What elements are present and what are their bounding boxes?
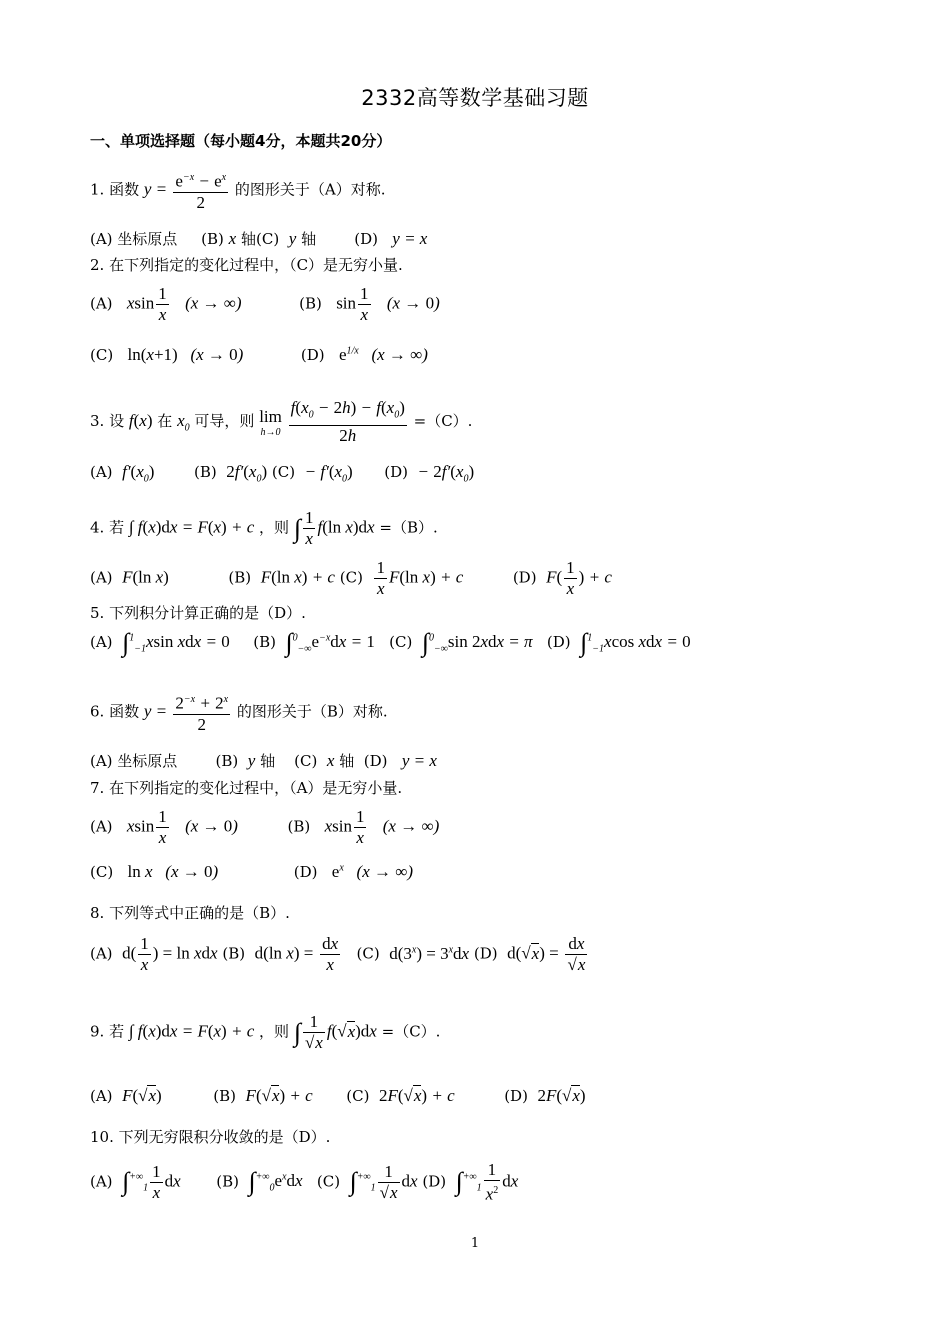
question-3-options: (A) $f'(x_0)$ (B) $2f'(x_0) (C) - f'(x_0) (D) - 2f'(x_0)$ [90, 462, 475, 485]
question-2: 2. 在下列指定的变化过程中，（C）是无穷小量. [90, 256, 403, 274]
question-5: 5. 下列积分计算正确的是（D）. [90, 604, 306, 622]
question-6: 6. 函数 y = $\frac{2^{-x} + 2^x}{2}$ 的图形关于（B）对称. [90, 690, 388, 735]
question-1-options: (A) 坐标原点 (B) x 轴(C) y 轴 (D) y = x [90, 229, 428, 248]
page-title: 2332高等数学基础习题 [361, 86, 589, 110]
question-3: 3. 设 f(x) 在 $x_0$ 可导，则 lim h→0 $\frac{f(x_0 - 2h) - f(x_0)}{2h}$ =（C）. [90, 398, 473, 446]
question-2-options-ab: (A) xsin $\frac{1}{x}$ (x → ∞) (B) sin $\frac{1}{x}$ (x → 0) [90, 284, 440, 324]
question-7-options-ab: (A) xsin $\frac{1}{x}$ (x → 0) (B) xsin $\frac{1}{x}$ (x → ∞) [90, 807, 440, 847]
question-1: 1. 函数 y = $\frac{e^{-x} - e^x}{2}$ 的图形关于（A）对称. [90, 168, 386, 213]
question-5-options: (A) ∫$^1_{-1}$xsin xdx = 0 (B) $\int^0_{-\infty}e^{-x}dx = 1$ (C) ∫$^0_{-\infty}$sin 2xdx = π (D) ∫$^1_{-1}$xcos xdx = 0 [90, 628, 691, 658]
question-6-options: (A) 坐标原点 (B) y 轴 (C) x 轴 (D) y = x [90, 751, 437, 770]
question-7-options-cd: (C) ln x (x → 0) (D) $e^x$ (x → ∞) [90, 862, 414, 881]
page-number: 1 [470, 1236, 480, 1251]
question-9: 9. 若 ∫ f(x)dx = F(x) + c ，则 ∫ $\frac{1}{√x}$ f(√x)dx =（C）. [90, 1012, 441, 1052]
question-9-options: (A) F(√x) (B) F(√x) + c (C) 2F(√x) + c (D) 2F(√x) [90, 1086, 586, 1105]
question-7: 7. 在下列指定的变化过程中，（A）是无穷小量. [90, 779, 403, 797]
question-4: 4. 若 ∫ f(x)dx = F(x) + c ，则 ∫ $\frac{1}{x}$ f(ln x)dx =（B）. [90, 508, 438, 548]
question-4-options: (A) F(ln x) (B) F(ln x) + c (C) $\frac{1}{x}$ F(ln x) + c (D) F( $\frac{1}{x}$ ) + c [90, 558, 612, 598]
question-10: 10. 下列无穷限积分收敛的是（D）. [90, 1128, 331, 1146]
section-heading: 一、单项选择题（每小题4分，本题共20分） [90, 132, 392, 150]
fraction: $\frac{e^{-x} - e^x}{2}$ [173, 168, 228, 213]
question-8: 8. 下列等式中正确的是（B）. [90, 904, 290, 922]
question-2-options-cd: (C) ln(x+1) (x → 0) (D) $e^{1/x}$ (x → ∞) [90, 345, 428, 364]
question-10-options: (A) $\int^{+\infty}_1$ $\frac{1}{x}$ dx (B) $\int^{+\infty}_0e^xdx$ (C) $\int^{+\infty}_1$ $\frac{1}{√x}$ dx (D) $\int^{+\infty}_1$ $\frac{1}{x^2}$ dx [90, 1160, 519, 1204]
question-8-options: (A) d( $\frac{1}{x}$ ) = ln xdx (B) d(ln x) = $\frac{dx}{x}$ (C) $d(3^x) = 3^xdx$ (D) d(√x) = $\frac{dx}{√x}$ [90, 934, 586, 974]
